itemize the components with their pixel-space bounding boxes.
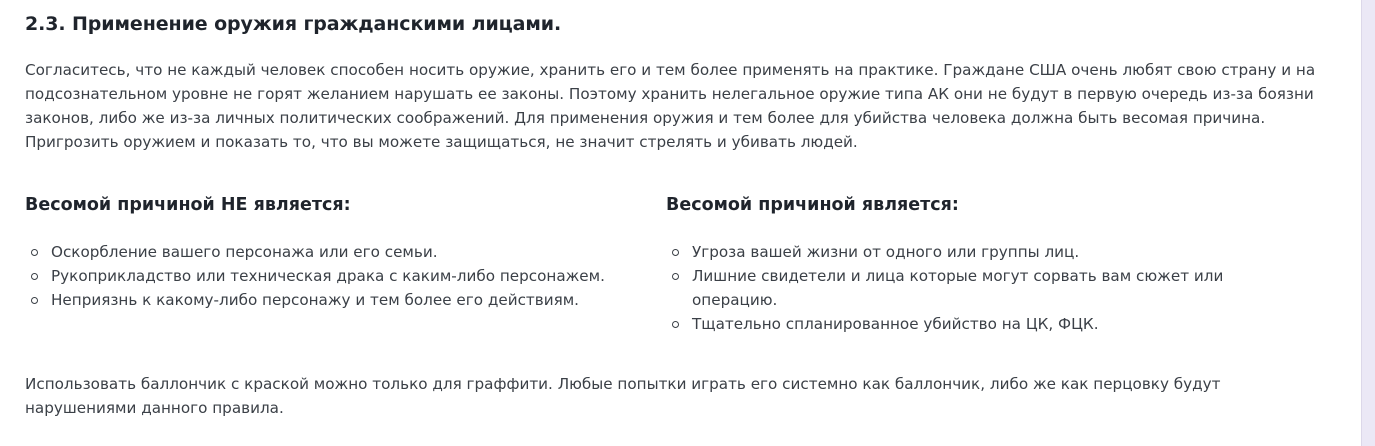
list-item <box>666 240 1252 264</box>
list-item <box>25 264 645 288</box>
list-item-text: Тщательно спланированное убийство на ЦК, ФЦК. <box>692 315 1099 333</box>
outro-paragraph: Использовать баллончик с краской можно только для граффити. Любые попытки играть его системно как баллончик, либо же как перцовку будут нарушениями данного правила. <box>25 375 1221 417</box>
not-valid-reasons <box>25 192 645 312</box>
bullet-circle-icon <box>672 321 679 328</box>
list-item <box>25 288 645 312</box>
list-item-text: Рукоприкладство или техническая драка с каким-либо персонажем. <box>51 267 605 285</box>
bullet-circle-icon <box>31 297 38 304</box>
reasons-columns <box>25 192 1361 352</box>
list-item <box>666 264 1252 312</box>
valid-reasons <box>666 192 1276 336</box>
list-item <box>25 240 645 264</box>
valid-reasons-heading: Весомой причиной является: <box>666 195 959 215</box>
list-item-text: Неприязнь к какому-либо персонажу и тем более его действиям. <box>51 291 580 309</box>
not-valid-reasons-heading: Весомой причиной НЕ является: <box>25 195 351 215</box>
bullet-circle-icon <box>31 273 38 280</box>
not-valid-reasons-list <box>25 240 645 312</box>
bullet-circle-icon <box>672 249 679 256</box>
bullet-circle-icon <box>672 273 679 280</box>
list-item-text: Лишние свидетели и лица которые могут сорвать вам сюжет или операцию. <box>692 267 1224 309</box>
intro-paragraph: Согласитесь, что не каждый человек способен носить оружие, хранить его и тем более применять на практике. Граждане США очень любят свою страну и на подсознательном уровне не горят желанием нарушать ее законы. Поэтому хранить нелегальное оружие типа АК они не будут в первую очередь из-за боязни законов, либо же из-за личных политических соображений. Для применения оружия и тем более для убийства человека должна быть весомая причина. Пригрозить оружием и показать то, что вы можете защищаться, не значит стрелять и убивать людей. <box>25 61 1316 151</box>
section-title: 2.3. Применение оружия гражданскими лицами. <box>25 13 562 35</box>
list-item-text: Оскорбление вашего персонажа или его семьи. <box>51 243 438 261</box>
bullet-circle-icon <box>31 249 38 256</box>
list-item <box>666 312 1252 336</box>
valid-reasons-list <box>666 240 1276 336</box>
list-item-text: Угроза вашей жизни от одного или группы лиц. <box>692 243 1080 261</box>
